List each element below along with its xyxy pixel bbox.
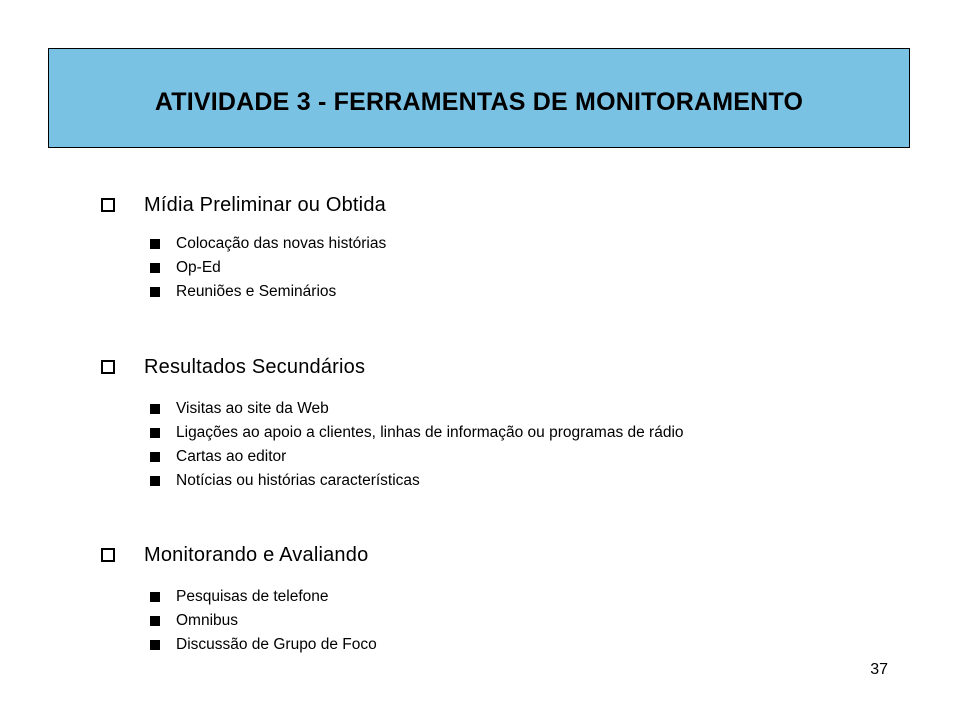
solid-square-icon [150, 592, 160, 602]
section-label: Monitorando e Avaliando [144, 543, 369, 566]
solid-square-icon [150, 428, 160, 438]
list-item-label: Ligações ao apoio a clientes, linhas de informação ou programas de rádio [176, 424, 684, 441]
list-item-label: Pesquisas de telefone [176, 588, 329, 605]
list-item [150, 585, 377, 609]
solid-square-icon [150, 640, 160, 650]
list-item-label: Visitas ao site da Web [176, 400, 329, 417]
bullet-list [150, 232, 386, 304]
section-monitorando-avaliando [98, 540, 898, 653]
section-heading [98, 190, 898, 220]
section-midia-preliminar [98, 190, 898, 300]
list-item [150, 421, 684, 445]
solid-square-icon [150, 616, 160, 626]
solid-square-icon [150, 476, 160, 486]
page-number: 37 [870, 661, 888, 678]
list-item [150, 256, 386, 280]
section-heading [98, 540, 898, 570]
section-resultados-secundarios [98, 352, 898, 489]
list-item-label: Reuniões e Seminários [176, 283, 337, 300]
section-heading [98, 352, 898, 382]
list-item [150, 232, 386, 256]
solid-square-icon [150, 404, 160, 414]
section-label: Resultados Secundários [144, 355, 366, 378]
section-label: Mídia Preliminar ou Obtida [144, 193, 386, 216]
solid-square-icon [150, 287, 160, 297]
bullet-list [150, 397, 684, 493]
solid-square-icon [150, 452, 160, 462]
solid-square-icon [150, 239, 160, 249]
slide-title: ATIVIDADE 3 - FERRAMENTAS DE MONITORAMENTO [154, 87, 804, 116]
list-item [150, 397, 684, 421]
list-item-label: Discussão de Grupo de Foco [176, 636, 377, 653]
list-item-label: Op-Ed [176, 259, 221, 276]
bullet-list [150, 585, 377, 657]
title-banner [48, 48, 910, 148]
list-item [150, 633, 377, 657]
list-item-label: Colocação das novas histórias [176, 235, 387, 252]
list-item-label: Omnibus [176, 612, 239, 629]
hollow-square-icon [101, 360, 115, 374]
hollow-square-icon [101, 548, 115, 562]
hollow-square-icon [101, 198, 115, 212]
list-item [150, 609, 377, 633]
list-item-label: Cartas ao editor [176, 448, 287, 465]
list-item [150, 469, 684, 493]
list-item [150, 280, 386, 304]
solid-square-icon [150, 263, 160, 273]
list-item-label: Notícias ou histórias características [176, 472, 420, 489]
list-item [150, 445, 684, 469]
